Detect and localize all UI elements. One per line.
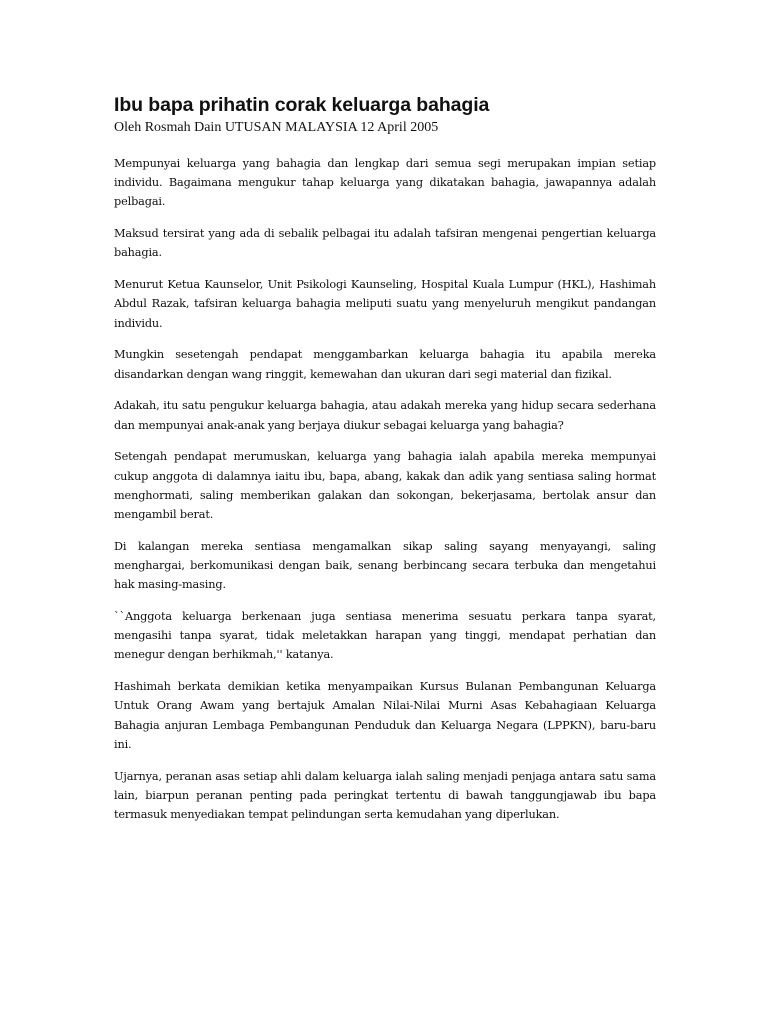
article [114,93,656,837]
paragraph: Setengah pendapat merumuskan, keluarga yang bahagia ialah apabila mereka mempunyai cukup anggota di dalamnya iaitu ibu, bapa, abang, kakak dan adik yang sentiasa saling hormat menghormati, saling memberikan galakan dan sokongan, bekerjasama, bertolak ansur dan mengambil berat. [114,450,656,522]
paragraph: Mempunyai keluarga yang bahagia dan lengkap dari semua segi merupakan impian setiap individu. Bagaimana mengukur tahap keluarga yang dikatakan bahagia, jawapannya adalah pelbagai. [114,157,656,209]
paragraph: Di kalangan mereka sentiasa mengamalkan sikap saling sayang menyayangi, saling menghargai, berkomunikasi dengan baik, senang berbincang secara terbuka dan mengetahui hak masing-masing. [114,539,656,592]
article-byline: Oleh Rosmah Dain UTUSAN MALAYSIA 12 April 2005 [114,120,439,135]
paragraph: Adakah, itu satu pengukur keluarga bahagia, atau adakah mereka yang hidup secara sederhana dan mempunyai anak-anak yang berjaya diukur sebagai keluarga yang bahagia? [114,399,656,432]
paragraph: Menurut Ketua Kaunselor, Unit Psikologi Kaunseling, Hospital Kuala Lumpur (HKL), Hashimah Abdul Razak, tafsiran keluarga bahagia meliputi suatu yang menyeluruh mengikut pandangan individu. [114,278,656,330]
article-body [114,154,656,824]
paragraph: Ujarnya, peranan asas setiap ahli dalam keluarga ialah saling menjadi penjaga antara satu sama lain, biarpun peranan penting pada peringkat tertentu di bawah tanggungjawab ibu bapa termasuk menyediakan tempat pelindungan serta kemudahan yang diperlukan. [114,769,656,822]
paragraph: Mungkin sesetengah pendapat menggambarkan keluarga bahagia itu apabila mereka disandarkan dengan wang ringgit, kemewahan dan ukuran dari segi material dan fizikal. [114,348,656,381]
paragraph: Hashimah berkata demikian ketika menyampaikan Kursus Bulanan Pembangunan Keluarga Untuk Orang Awam yang bertajuk Amalan Nilai-Nilai Murni Asas Kebahagiaan Keluarga Bahagia anjuran Lembaga Pembangunan Penduduk dan Keluarga Negara (LPPKN), baru-baru ini. [114,680,656,751]
paragraph: Maksud tersirat yang ada di sebalik pelbagai itu adalah tafsiran mengenai pengertian keluarga bahagia. [114,227,656,260]
paragraph: ``Anggota keluarga berkenaan juga sentiasa menerima sesuatu perkara tanpa syarat, mengasihi tanpa syarat, tidak meletakkan harapan yang tinggi, mendapat perhatian dan menegur dengan berhikmah,'' katanya. [114,610,656,662]
article-title: Ibu bapa prihatin corak keluarga bahagia [114,94,490,116]
